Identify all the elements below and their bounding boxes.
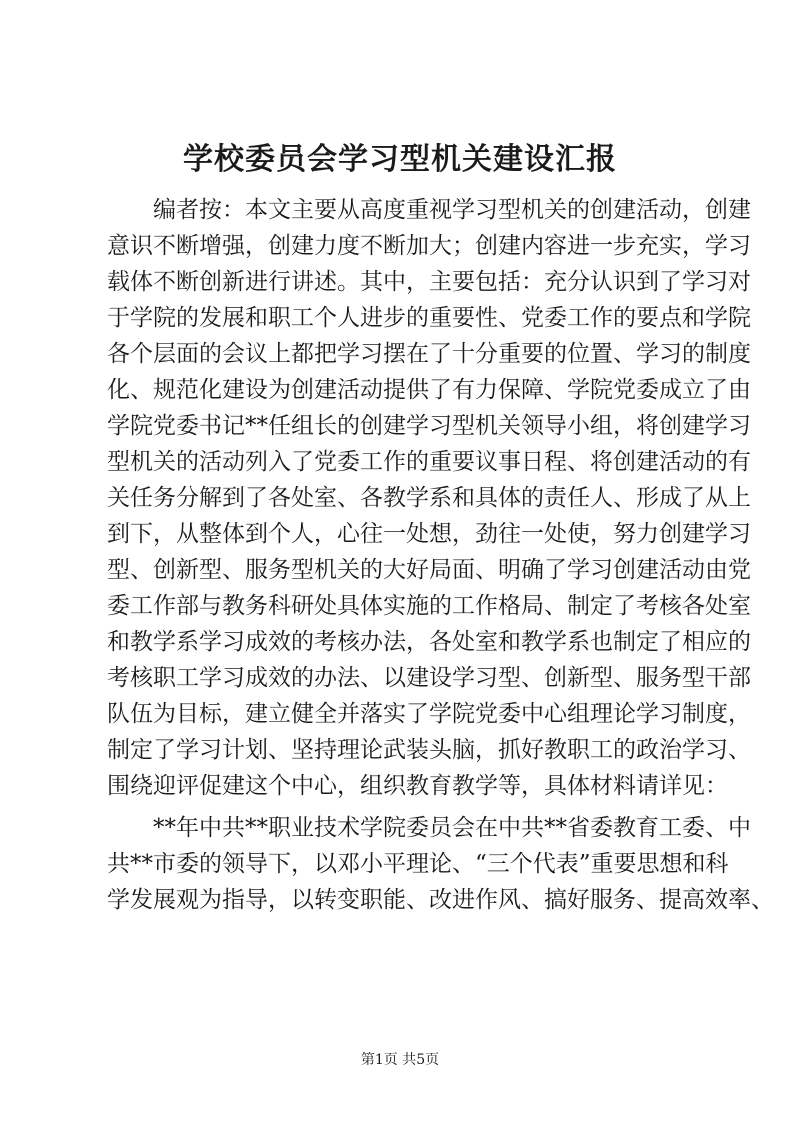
body-line: 考核职工学习成效的办法、以建设学习型、创新型、服务型干部 <box>107 665 751 691</box>
body-line: 到下，从整体到个人，心往一处想，劲往一处使，努力创建学习 <box>107 521 751 547</box>
document-title: 学校委员会学习型机关建设汇报 <box>183 142 617 177</box>
body-line: 共**市委的领导下，以邓小平理论、“三个代表”重要思想和科 <box>107 851 729 877</box>
body-line: 学发展观为指导，以转变职能、改进作风、搞好服务、提高效率、 <box>107 887 774 913</box>
body-line: 编者按：本文主要从高度重视学习型机关的创建活动，创建 <box>107 197 751 223</box>
body-line: 型机关的活动列入了党委工作的重要议事日程、将创建活动的有 <box>107 449 751 475</box>
body-line: 型、创新型、服务型机关的大好局面、明确了学习创建活动由党 <box>107 557 751 583</box>
body-line: 载体不断创新进行讲述。其中，主要包括：充分认识到了学习对 <box>107 269 751 295</box>
page-footer: 第1页 共5页 <box>360 1052 440 1068</box>
body-line: 化、规范化建设为创建活动提供了有力保障、学院党委成立了由 <box>107 377 751 403</box>
body-line: 和教学系学习成效的考核办法，各处室和教学系也制定了相应的 <box>107 629 751 655</box>
body-line: 制定了学习计划、坚持理论武装头脑，抓好教职工的政治学习、 <box>107 737 751 763</box>
body-line: 队伍为目标，建立健全并落实了学院党委中心组理论学习制度， <box>107 701 751 727</box>
body-line: 意识不断增强，创建力度不断加大；创建内容进一步充实，学习 <box>107 233 751 259</box>
body-line: 于学院的发展和职工个人进步的重要性、党委工作的要点和学院 <box>107 305 751 331</box>
body-line: 围绕迎评促建这个中心，组织教育教学等，具体材料请详见： <box>107 773 728 799</box>
body-line: **年中共**职业技术学院委员会在中共**省委教育工委、中 <box>107 815 751 841</box>
body-line: 各个层面的会议上都把学习摆在了十分重要的位置、学习的制度 <box>107 341 751 367</box>
body-line: 学院党委书记**任组长的创建学习型机关领导小组，将创建学习 <box>107 413 751 439</box>
body-line: 委工作部与教务科研处具体实施的工作格局、制定了考核各处室 <box>107 593 751 619</box>
body-line: 关任务分解到了各处室、各教学系和具体的责任人、形成了从上 <box>107 485 751 511</box>
